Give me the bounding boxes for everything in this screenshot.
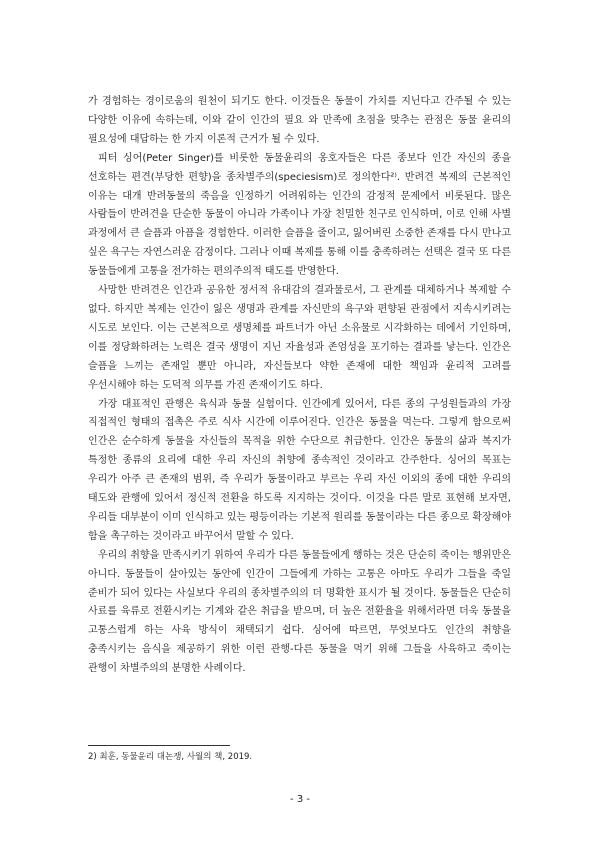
paragraph-3: 사망한 반려견은 인간과 공유한 정서적 유대감의 결과물로서, 그 관계를 대체하거나 복제할 수 없다. 하지만 복제는 인간이 잃은 생명과 관계를 자신만의 욕구와 편향된 관점에서 지속시키려는 시도로 보인다. 이는 근본적으로 생명체를 파트너가 아닌 소유물로 시각화하는 데에서 기인하며, 이를 정당화하려는 노력은 결국 생명이 지닌 자율성과 존엄성을 포기하는 결과를 낳는다. 인간은 슬픔을 느끼는 존재일 뿐만 아니라, 자신들보다 약한 존재에 대한 책임과 윤리적 고려를 우선시해야 하는 도덕적 의무를 가진 존재이기도 하다. (88, 285, 511, 391)
paragraph-5: 우리의 취향을 만족시키기 위하여 우리가 다른 동물들에게 행하는 것은 단순히 죽이는 행위만은 아니다. 동물들이 살아있는 동안에 인간이 그들에게 가하는 고통은 아마도 우리가 그들을 죽일 준비가 되어 있다는 사실보다 우리의 종차별주의의 더 명확한 표시가 될 것이다. 동물들은 단순히 사료를 육류로 전환시키는 기계와 같은 취급을 받으며, 더 높은 전환율을 위해서라면 더욱 동물을 고통스럽게 하는 사육 방식이 채택되기 쉽다. 싱어에 따르면, 무엇보다도 인간의 취향을 충족시키는 음식을 제공하기 위한 이런 관행-다른 동물을 먹기 위해 그들을 사육하고 죽이는 관행이 차별주의의 분명한 사례이다. (88, 549, 511, 675)
paragraph-1: 가 경험하는 경이로움의 원천이 되기도 한다. 이것들은 동물이 가치를 지닌다고 간주될 수 있는 다양한 이유에 속하는데, 이와 같이 인간의 필요 와 만족에 초점을 맞추는 관점은 동물 윤리의 필요성에 대답하는 한 가지 이론적 근거가 될 수 있다. (88, 96, 511, 145)
page-number: - 3 - (290, 794, 310, 805)
paragraph-4: 가장 대표적인 관행은 육식과 동물 실험이다. 인간에게 있어서, 다른 종의 구성원들과의 가장 직접적인 형태의 접촉은 주로 식사 시간에 이루어진다. 인간은 동물을 먹는다. 그렇게 함으로써 인간은 순수하게 동물을 자신들의 목적을 위한 수단으로 취급한다. 인간은 동물의 삶과 복지가 특정한 종류의 요리에 대한 우리 자신의 취향에 종속적인 것이라고 간주한다. 싱어의 목표는 우리가 아주 큰 존재의 범위, 즉 우리가 동물이라고 부르는 우리 자신 이외의 종에 대한 우리의 태도와 관행에 있어서 정신적 전환을 하도록 지지하는 것이다. 이것을 다른 말로 표현해 보자면, 우리들 대부분이 이미 인식하고 있는 평등이라는 기본적 원리를 동물이라는 다른 종으로 확장해야 함을 촉구하는 것이라고 바꾸어서 말할 수 있다. (88, 398, 511, 542)
footnote: 2) 최훈, 동물윤리 대논쟁, 사월의 책, 2019. (88, 752, 253, 762)
footnote-divider (88, 745, 230, 746)
body-text (88, 93, 511, 679)
paragraph-2: 피터 싱어(Peter Singer)를 비롯한 동물윤리의 옹호자들은 다른 종보다 인간 자신의 종을 선호하는 편견(부당한 편향)을 종차별주의(speciesism)로 정의한다²⁾. 반려견 복제의 근본적인 이유는 대개 반려동물의 죽음을 인정하기 어려워하는 인간의 감정적 문제에서 비롯된다. 많은 사람들이 반려견을 단순한 동물이 아니라 가족이나 가장 친밀한 친구로 인식하며, 이로 인해 사별 과정에서 큰 슬픔과 아픔을 경험한다. 이러한 슬픔을 줄이고, 잃어버린 소중한 존재를 다시 만나고 싶은 욕구는 자연스러운 감정이다. 그러나 이때 복제를 통해 이를 충족하려는 선택은 결국 또 다른 동물들에게 고통을 전가하는 편의주의적 태도를 반영한다. (88, 152, 511, 278)
